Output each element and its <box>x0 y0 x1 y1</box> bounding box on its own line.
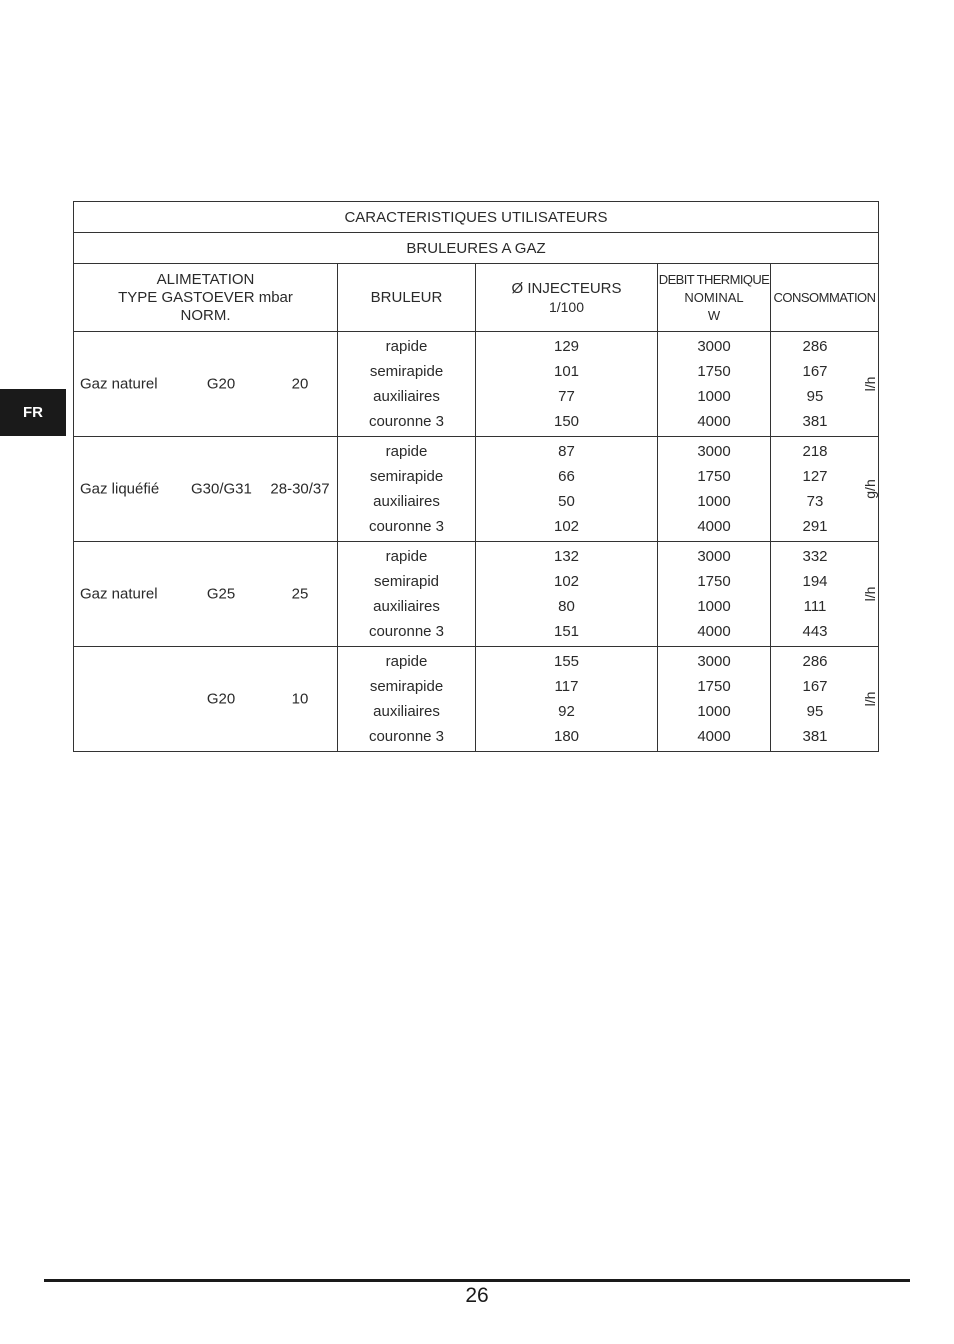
burner-name: auxiliaires <box>373 388 440 405</box>
injector-size: 50 <box>558 493 575 510</box>
gas-supply-cell <box>74 332 338 437</box>
injector-size-cell <box>476 542 658 647</box>
consumption-value: 194 <box>802 573 828 590</box>
consumption-value: 167 <box>802 363 828 380</box>
burner-name: rapide <box>385 443 428 460</box>
gas-type: G25 <box>206 585 236 603</box>
consumption-value: 95 <box>806 388 824 405</box>
consumption-value: 286 <box>802 653 828 670</box>
thermal-power: 1000 <box>697 703 731 720</box>
gas-supply <box>74 437 337 541</box>
thermal-power: 3000 <box>697 653 731 670</box>
header-bruleur: BRULEUR <box>338 264 476 332</box>
thermal-power: 1750 <box>697 363 731 380</box>
gas-type: G20 <box>206 375 236 393</box>
injector-size: 151 <box>553 623 580 640</box>
injector-size-cell <box>476 332 658 437</box>
consumption-value: 381 <box>802 413 828 430</box>
burner-name: auxiliaires <box>373 703 440 720</box>
thermal-power: 1750 <box>697 573 731 590</box>
burner-name: rapide <box>385 338 428 355</box>
consumption-value: 111 <box>803 598 827 615</box>
consumption-value: 332 <box>802 548 828 565</box>
thermal-power: 3000 <box>697 548 731 565</box>
gas-name: Gaz naturel <box>80 375 158 393</box>
consumption-value: 167 <box>802 678 828 695</box>
burner-name: auxiliaires <box>373 598 440 615</box>
consumption-cell <box>771 437 879 542</box>
thermal-power-cell <box>658 437 771 542</box>
burner-name-cell <box>338 647 476 752</box>
footer-rule <box>44 1279 910 1282</box>
consumption-unit: l/h <box>862 376 879 392</box>
injector-size: 102 <box>553 573 580 590</box>
burner-name: couronne 3 <box>368 518 445 535</box>
page-number: 26 <box>465 1284 489 1307</box>
header-injecteurs-line1: Ø INJECTEURS <box>511 279 622 297</box>
thermal-power-cell <box>658 542 771 647</box>
burner-name: rapide <box>385 653 428 670</box>
table-title: CARACTERISTIQUES UTILISATEURS <box>74 202 879 233</box>
thermal-power: 4000 <box>697 623 731 640</box>
injector-size: 102 <box>553 518 580 535</box>
burner-name-cell <box>338 437 476 542</box>
header-injecteurs <box>476 264 658 332</box>
language-tab: FR <box>0 389 66 436</box>
consumption-unit: l/h <box>862 691 879 707</box>
header-alim-line2: TYPE GASTOEVER mbar <box>118 288 293 306</box>
gas-pressure: 28-30/37 <box>270 480 330 498</box>
consumption-cell <box>771 542 879 647</box>
gas-supply <box>74 542 337 646</box>
burner-name: auxiliaires <box>373 493 440 510</box>
thermal-power-cell <box>658 332 771 437</box>
table-subtitle: BRULEURES A GAZ <box>74 233 879 264</box>
injector-size-cell <box>476 647 658 752</box>
burner-name-cell <box>338 542 476 647</box>
gas-supply <box>74 332 337 436</box>
consumption-unit: l/h <box>862 586 879 602</box>
gas-pressure: 20 <box>291 375 309 393</box>
injector-size: 155 <box>553 653 580 670</box>
header-consommation: CONSOMMATION <box>771 264 879 332</box>
gas-type: G30/G31 <box>191 480 252 498</box>
gas-name: Gaz liquéfié <box>80 480 160 498</box>
injector-size: 180 <box>553 728 580 745</box>
consumption-value: 286 <box>802 338 828 355</box>
injector-size: 117 <box>554 678 579 695</box>
injector-size: 80 <box>558 598 575 615</box>
gas-type: G20 <box>206 690 236 708</box>
thermal-power: 1000 <box>697 493 731 510</box>
consumption-value: 443 <box>802 623 828 640</box>
consumption-unit: g/h <box>862 479 879 499</box>
gas-group-row <box>74 332 879 437</box>
consumption-value: 73 <box>806 493 824 510</box>
header-injecteurs-line2: 1/100 <box>548 298 585 315</box>
burner-name: rapide <box>385 548 428 565</box>
header-alim-line1: ALIMETATION <box>156 270 255 288</box>
consumption-value: 381 <box>802 728 828 745</box>
gas-name: Gaz naturel <box>80 585 158 603</box>
burner-spec-table <box>73 201 879 752</box>
thermal-power: 1000 <box>697 388 731 405</box>
thermal-power: 1750 <box>697 468 731 485</box>
gas-group-row <box>74 437 879 542</box>
burner-name: semirapide <box>369 363 444 380</box>
injector-size: 77 <box>558 388 575 405</box>
injector-size-cell <box>476 437 658 542</box>
thermal-power: 1000 <box>697 598 731 615</box>
thermal-power: 4000 <box>697 413 731 430</box>
injector-size: 101 <box>553 363 580 380</box>
injector-size: 66 <box>558 468 575 485</box>
header-debit-line1: DEBIT THERMIQUE <box>658 271 770 287</box>
injector-size: 150 <box>553 413 580 430</box>
gas-supply-cell <box>74 437 338 542</box>
header-alimentation <box>74 264 338 332</box>
consumption-value: 127 <box>802 468 828 485</box>
gas-group-row <box>74 542 879 647</box>
header-debit-line2: NOMINAL <box>684 289 744 305</box>
header-debit <box>658 264 771 332</box>
burner-name: semirapide <box>369 678 444 695</box>
consumption-cell <box>771 647 879 752</box>
gas-group-row <box>74 647 879 752</box>
thermal-power: 4000 <box>697 518 731 535</box>
gas-pressure: 10 <box>291 690 309 708</box>
burner-name: couronne 3 <box>368 728 445 745</box>
burner-name: semirapid <box>373 573 440 590</box>
gas-pressure: 25 <box>291 585 309 603</box>
burner-name: couronne 3 <box>368 623 445 640</box>
thermal-power: 4000 <box>697 728 731 745</box>
header-debit-line3: W <box>707 307 721 323</box>
burner-name: couronne 3 <box>368 413 445 430</box>
gas-supply <box>74 647 337 751</box>
gas-supply-cell <box>74 542 338 647</box>
injector-size: 132 <box>553 548 580 565</box>
injector-size: 92 <box>558 703 575 720</box>
thermal-power: 3000 <box>697 338 731 355</box>
burner-name-cell <box>338 332 476 437</box>
injector-size: 129 <box>553 338 580 355</box>
consumption-value: 291 <box>802 518 828 535</box>
burner-name: semirapide <box>369 468 444 485</box>
header-alim-line3: NORM. <box>180 306 231 324</box>
thermal-power: 3000 <box>697 443 731 460</box>
injector-size: 87 <box>558 443 575 460</box>
consumption-value: 95 <box>806 703 824 720</box>
thermal-power-cell <box>658 647 771 752</box>
consumption-value: 218 <box>802 443 828 460</box>
consumption-cell <box>771 332 879 437</box>
thermal-power: 1750 <box>697 678 731 695</box>
gas-supply-cell <box>74 647 338 752</box>
